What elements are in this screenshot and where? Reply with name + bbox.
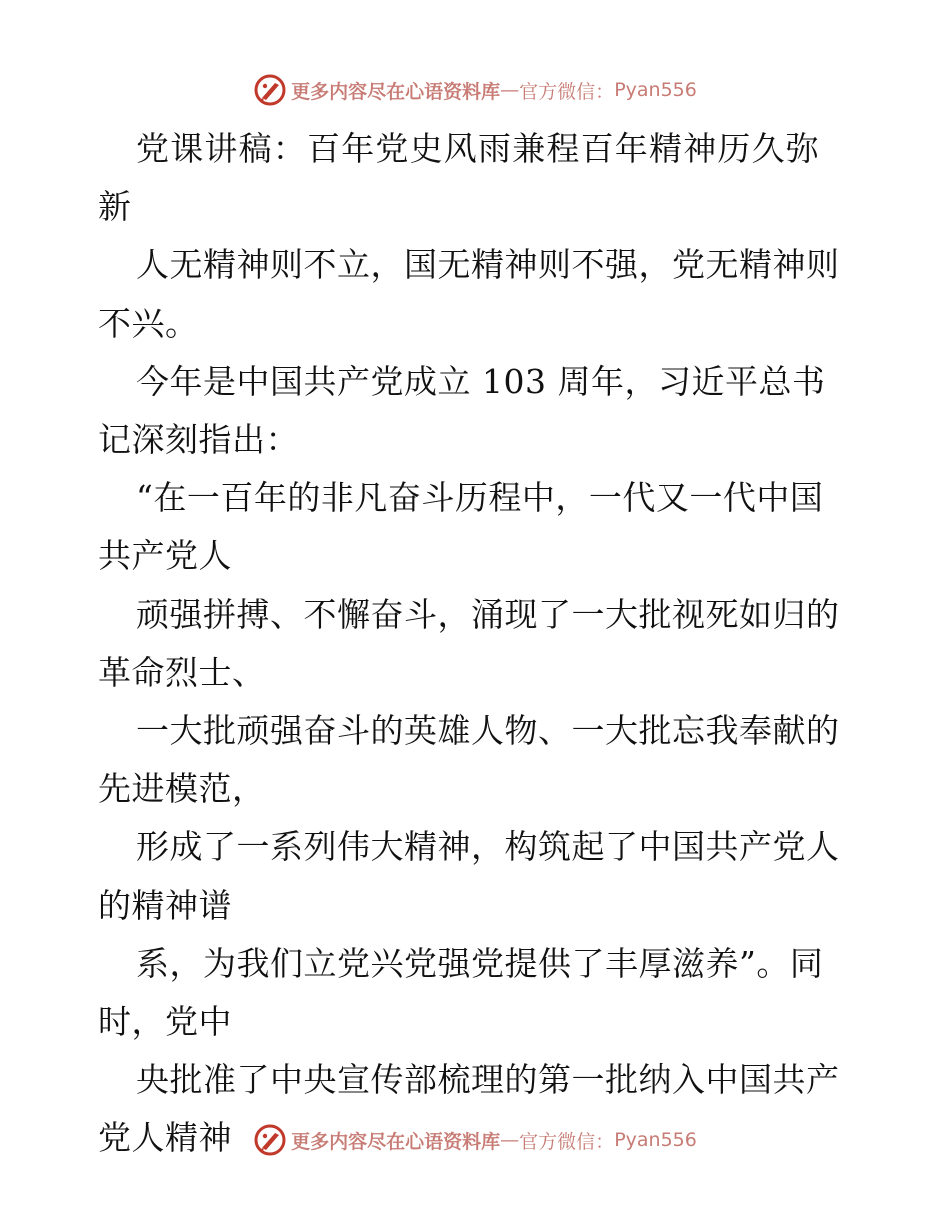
document-body: [98, 120, 850, 1168]
paragraph: 一大批顽强奋斗的英雄人物、一大批忘我奉献的先进模范，: [98, 711, 840, 809]
banner-site-text: 更多内容尽在心语资料库: [291, 80, 501, 103]
header-banner: [0, 68, 950, 112]
banner-site-text: 更多内容尽在心语资料库: [291, 1130, 501, 1153]
paragraph: 央批准了中央宣传部梳理的第一批纳入中国共产党人精神: [98, 1060, 840, 1158]
paragraph: 系，为我们立党兴党强党提供了丰厚滋养”。同时，党中: [98, 943, 824, 1042]
pen-logo-icon: [253, 1123, 287, 1157]
paragraph: 今年是中国共产党成立 103 周年，习近平总书记深刻指出：: [98, 361, 826, 460]
paragraph: 顽强拼搏、不懈奋斗，涌现了一大批视死如归的革命烈士、: [98, 594, 840, 692]
paragraph: 形成了一系列伟大精神，构筑起了中国共产党人的精神谱: [98, 827, 840, 925]
banner-account: Pyan556: [614, 1129, 697, 1151]
document-title: 党课讲稿：百年党史风雨兼程百年精神历久弥新: [98, 129, 820, 227]
banner-separator: —: [500, 79, 520, 101]
banner-wechat-label: 官方微信：: [519, 1130, 615, 1153]
banner-wechat-label: 官方微信：: [519, 80, 615, 103]
banner-separator: —: [500, 1129, 520, 1151]
footer-banner: [0, 1118, 950, 1162]
banner-account: Pyan556: [614, 79, 697, 101]
pen-logo-icon: [253, 73, 287, 107]
paragraph: 人无精神则不立，国无精神则不强，党无精神则不兴。: [98, 245, 840, 343]
paragraph: “在一百年的非凡奋斗历程中，一代又一代中国共产党人: [98, 478, 824, 576]
